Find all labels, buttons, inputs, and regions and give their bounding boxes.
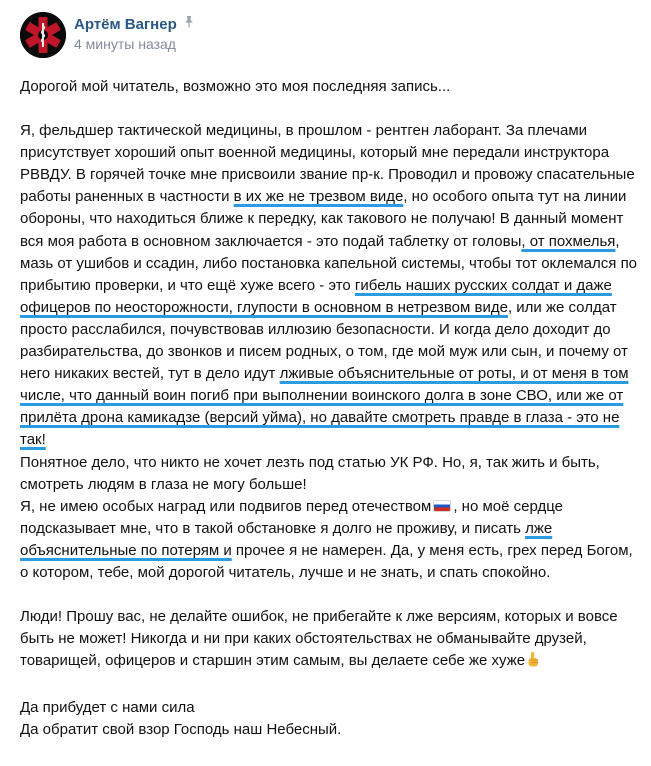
post-header: [20, 12, 620, 60]
paragraph-confession: [20, 496, 640, 584]
highlighted-text: в их же не трезвом виде: [233, 188, 404, 206]
text-segment: прочее я не намерен. Да, у меня есть, грех перед Богом, о котором, тебе, мой дорогой читатель, лучше и не знать, и спать спокойно.: [20, 541, 633, 581]
pin-icon: [183, 15, 195, 32]
text-segment: Люди! Прошу вас, не делайте ошибок, не прибегайте к лже версиям, которых и вовсе быть не может! Никогда и ни при каких обстоятельствах не обманывайте друзей, товарищей, офицеров и старшин этим самым, вы делаете себе же хуже: [20, 608, 618, 670]
russian-flag-icon: [433, 500, 451, 512]
text-segment: , но моё сердце подсказывает мне, что в такой обстановке я долго не проживу, и писать: [20, 497, 563, 537]
post-text: [20, 76, 640, 742]
highlighted-text: гибель наших русских солдат и даже офицеров по неосторожности, глупости в основном в нетрезвом виде: [20, 276, 612, 316]
avatar[interactable]: [20, 12, 66, 58]
paragraph-law: Понятное дело, что никто не хочет лезть под статью УК РФ. Но, я, так жить и быть, смотреть людям в глаза не могу больше!: [20, 453, 600, 493]
highlighted-text: лживые объяснительные от роты, и от меня в том числе, что данный воин погиб при выполнении воинского долга в зоне СВО, или же от прилёта дрона камикадзе (версий уйма), но давайте смотреть правде в глаза - это не так!: [20, 365, 629, 449]
text-segment: Я, не имею особых наград или подвигов перед отечеством: [20, 497, 432, 515]
author-name[interactable]: [74, 15, 195, 33]
post-time[interactable]: 4 минуты назад: [74, 36, 176, 52]
paragraph-greeting: Дорогой мой читатель, возможно это моя последняя запись...: [20, 78, 451, 95]
paragraph-closing-1: Да прибудет с нами сила: [20, 699, 195, 717]
paragraph-closing-2: Да обратит свой взор Господь наш Небесный.: [20, 721, 342, 739]
hand-pointing-up-icon: [526, 651, 540, 675]
text-segment: , мазь от ушибов и ссадин, либо постановка капельной системы, чтобы тот оклемался по прибытию проверки, и что ещё хуже всего - это: [20, 232, 638, 294]
text-segment: Я, фельдшер тактической медицины, в прошлом - рентген лаборант. За плечами присутствует хороший опыт военной медицины, который мне передали инструктора РВВДУ. В горячей точке мне присвоили звание пр-к. Проводил и провожу спасательные работы раненных в частности: [20, 122, 635, 206]
highlighted-text: лже объяснительные по потерям и: [20, 519, 553, 559]
paragraph-story: [20, 120, 640, 451]
author-name-text[interactable]: Артём Вагнер: [74, 16, 177, 33]
text-segment: , или же солдат просто расслабился, почувствовав иллюзию безопасности. И когда дело доходит до разбирательства, до звонков и писем родных, о том, где мой муж или сын, и почему от него никаких вестей, тут в дело идут: [20, 298, 628, 383]
medical-star-logo-icon: [20, 12, 66, 58]
highlighted-text: , от похмелья: [521, 232, 616, 250]
paragraph-appeal: [20, 606, 640, 675]
text-segment: , но особого опыта тут на линии обороны, что находиться ближе к передку, как такового не получаю! В данный момент вся моя работа в основном заключается - это подай таблетку от головы: [20, 188, 627, 250]
